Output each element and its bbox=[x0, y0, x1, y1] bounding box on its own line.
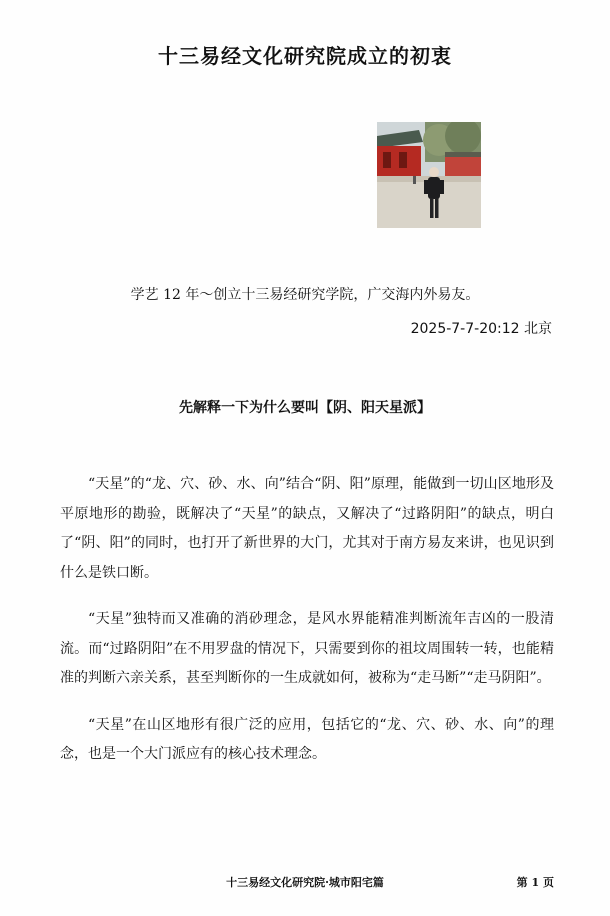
portrait-photo bbox=[377, 122, 481, 228]
page-number: 第 1 页 bbox=[516, 876, 554, 889]
date-stamp: 2025-7-7-20:12 北京 bbox=[410, 321, 552, 337]
body-text bbox=[60, 470, 554, 787]
paragraph-2: “天星”独特而又准确的消砂理念，是风水界能精准判断流年吉凶的一股清流。而“过路阴阳”在不用罗盘的情况下，只需要到你的祖坟周围转一转，也能精准的判断六亲关系，甚至判断你的一生成就如何，被称为“走马断”“走马阴阳”。 bbox=[60, 611, 554, 686]
intro-line: 学艺 12 年～创立十三易经研究学院，广交海内外易友。 bbox=[130, 287, 480, 303]
paragraph-3: “天星”在山区地形有很广泛的应用，包括它的“龙、穴、砂、水、向”的理念，也是一个大门派应有的核心技术理念。 bbox=[60, 716, 554, 762]
document-title: 十三易经文化研究院成立的初衷 bbox=[158, 44, 452, 68]
section-heading: 先解释一下为什么要叫【阴、阳天星派】 bbox=[179, 400, 431, 416]
photo-illustration bbox=[377, 122, 481, 228]
paragraph-1: “天星”的“龙、穴、砂、水、向”结合“阴、阳”原理，能做到一切山区地形及平原地形的勘验，既解决了“天星”的缺点，又解决了“过路阴阳”的缺点，明白了“阴、阳”的同时，也打开了新世界的大门，尤其对于南方易友来讲，也见识到什么是铁口断。 bbox=[60, 476, 554, 581]
page-footer: 十三易经文化研究院·城市阳宅篇 bbox=[226, 876, 384, 889]
